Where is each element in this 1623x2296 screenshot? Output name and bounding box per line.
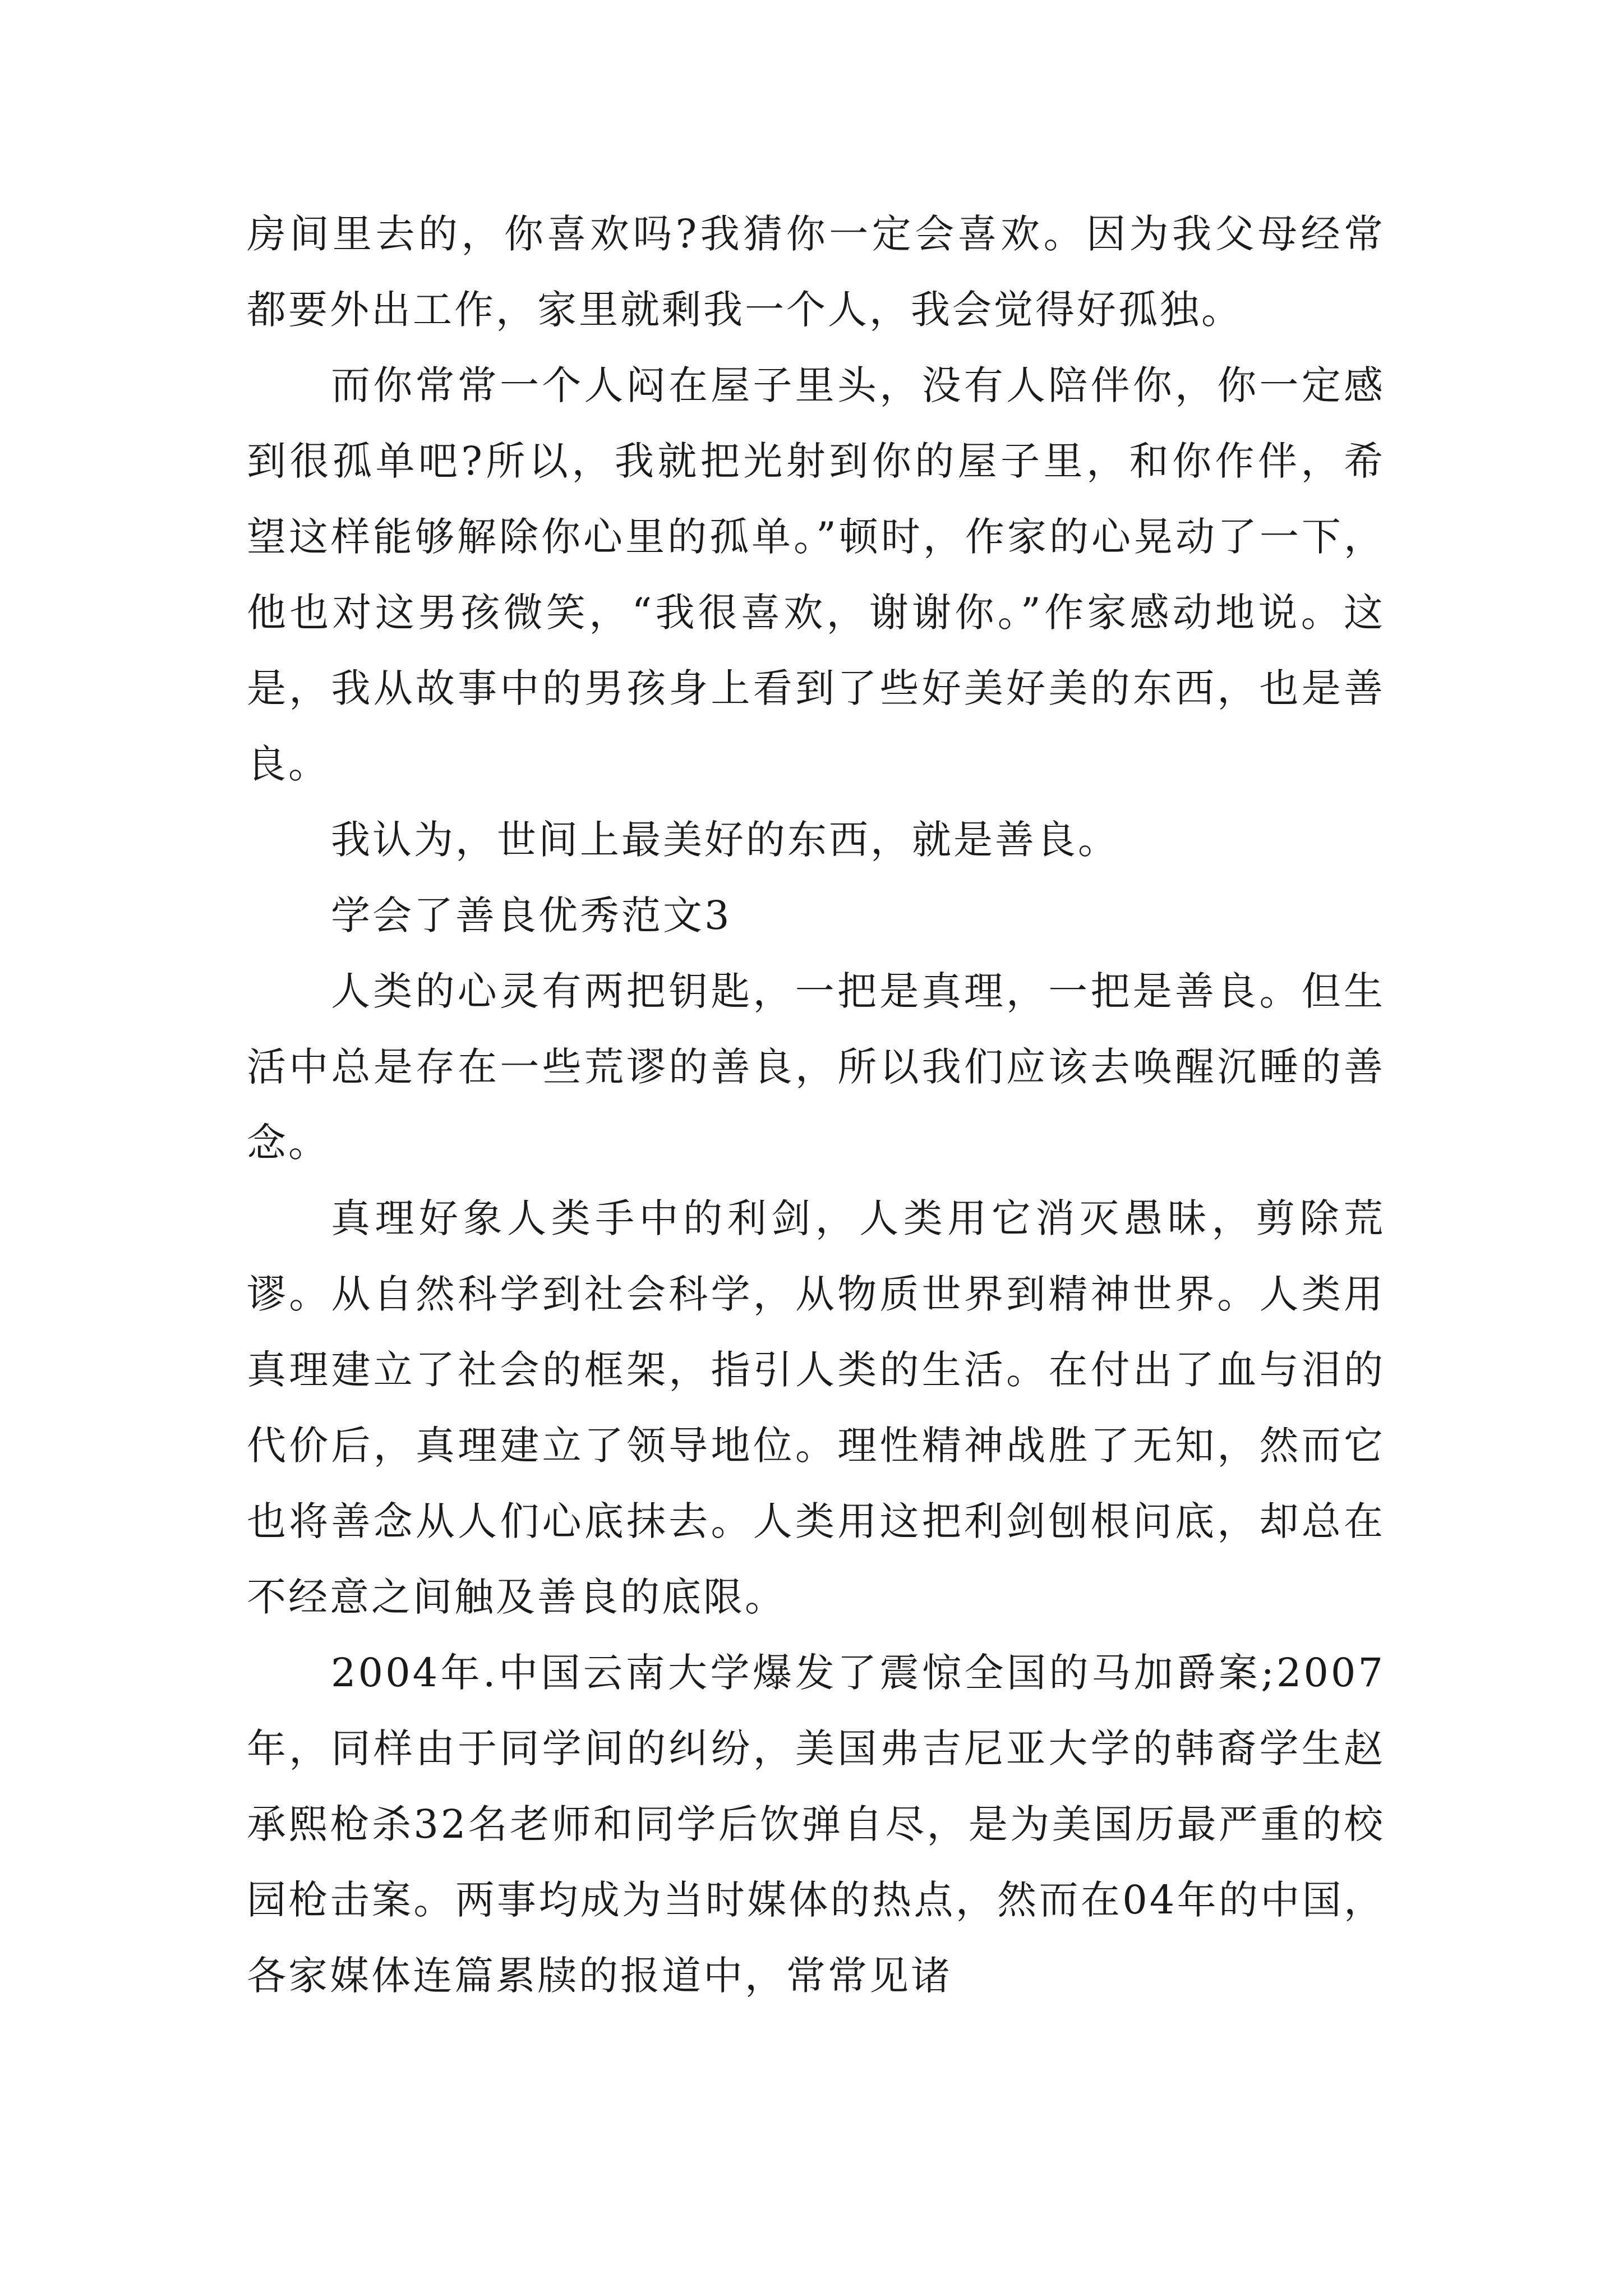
section-heading: 学会了善良优秀范文3: [331, 892, 732, 938]
paragraph-5: 真理好象人类手中的利剑，人类用它消灭愚昧，剪除荒谬。从自然科学到社会科学，从物质世界到精神世界。人类用真理建立了社会的框架，指引人类的生活。在付出了血与泪的代价后，真理建立了领导地位。理性精神战胜了无知，然而它也将善念从人们心底抹去。人类用这把利剑刨根问底，却总在不经意之间触及善良的底限。: [247, 1195, 1385, 1620]
paragraph-6: 2004年.中国云南大学爆发了震惊全国的马加爵案;2007年，同样由于同学间的纠纷，美国弗吉尼亚大学的韩裔学生赵承熙枪杀32名老师和同学后饮弹自尽，是为美国历最严重的校园枪击案。两事均成为当时媒体的热点，然而在04年的中国，各家媒体连篇累牍的报道中，常常见诸: [247, 1650, 1385, 1999]
body-text: [247, 196, 1385, 2014]
paragraph-4: 人类的心灵有两把钥匙，一把是真理，一把是善良。但生活中总是存在一些荒谬的善良，所以我们应该去唤醒沉睡的善念。: [247, 968, 1385, 1166]
paragraph-2: 而你常常一个人闷在屋子里头，没有人陪伴你，你一定感到很孤单吧?所以，我就把光射到你的屋子里，和你作伴，希望这样能够解除你心里的孤单。”顿时，作家的心晃动了一下，他也对这男孩微笑，“我很喜欢，谢谢你。”作家感动地说。这是，我从故事中的男孩身上看到了些好美好美的东西，也是善良。: [247, 362, 1385, 787]
paragraph-3: 我认为，世间上最美好的东西，就是善良。: [331, 817, 1119, 863]
paragraph-1: 房间里去的，你喜欢吗?我猜你一定会喜欢。因为我父母经常都要外出工作，家里就剩我一个人，我会觉得好孤独。: [247, 211, 1385, 333]
